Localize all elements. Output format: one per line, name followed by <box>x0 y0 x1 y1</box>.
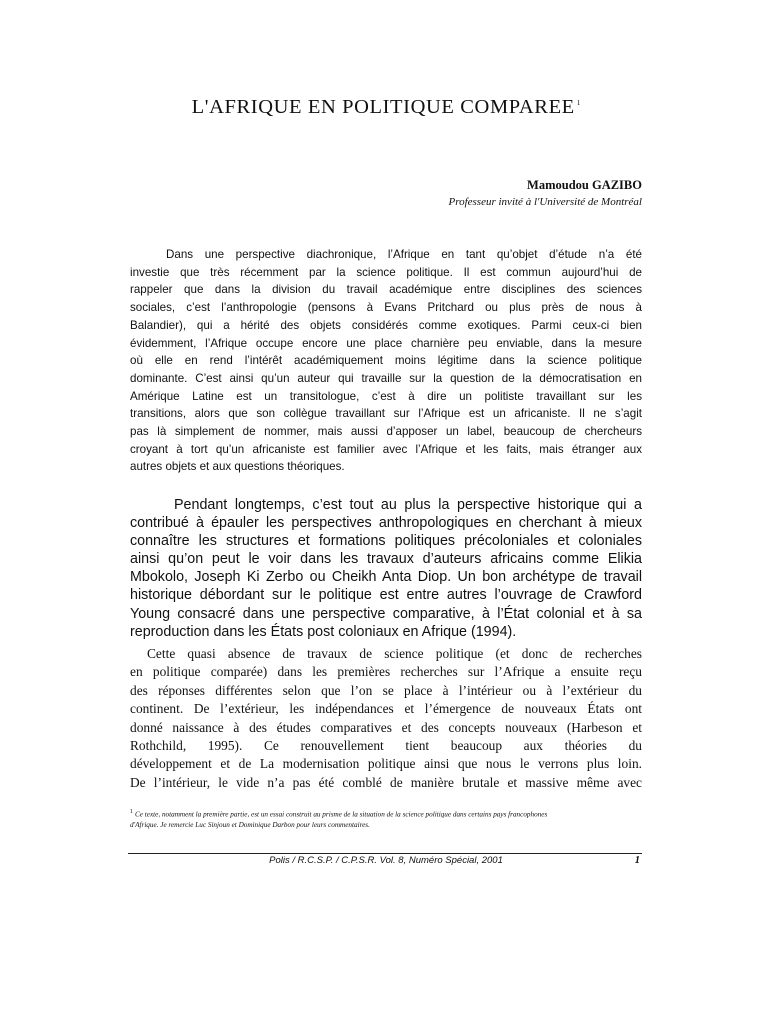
title-footnote-mark: 1 <box>576 99 581 108</box>
document-title <box>130 96 642 119</box>
text-line: des réponses différentes selon que l’on se place à l’intérieur ou à l’extérieur du <box>130 682 642 698</box>
title-text: L'AFRIQUE EN POLITIQUE COMPAREE <box>191 96 575 118</box>
text-line: Amérique Latine est un transitologue, c’est à dire un politiste travaillant sur les <box>130 389 642 403</box>
text-line: Dans une perspective diachronique, l’Afrique en tant qu’objet d’étude n’a été <box>166 248 642 261</box>
text-line: où elle en rend l’intérêt académiquement moins légitime dans la science politique <box>130 354 642 368</box>
text-line: Cette quasi absence de travaux de science politique (et donc de recherches <box>147 646 642 661</box>
text-line: en politique comparée) dans les premières recherches sur l’Afrique a ensuite reçu <box>130 664 642 680</box>
paragraph-1 <box>130 246 642 476</box>
page-footer <box>130 855 642 869</box>
text-line: investie que très récemment par la science politique. Il est commun aujourd’hui de <box>130 265 642 279</box>
text-line: Young consacré dans une perspective comparative, à l’État colonial et à sa <box>130 605 642 622</box>
author-name: Mamoudou GAZIBO <box>527 178 642 192</box>
footnote-text: Ce texte, notamment la première partie, est un essai construit au prisme de la situation de la science politique dans certains pays francophones <box>135 810 548 819</box>
text-line: ainsi qu’on peut le voir dans les travaux d’auteurs africains comme Elikia <box>130 551 642 568</box>
text-line: Rothchild, 1995). Ce renouvellement tient beaucoup aux théories du <box>130 738 642 754</box>
footer-rule <box>128 853 642 854</box>
text-line: transitions, alors que son collègue travaillant sur l’Afrique est un africaniste. Il ne s’agit <box>130 407 642 421</box>
text-line: De l’intérieur, le vide n’a pas été comblé de manière brutale et massive même avec <box>130 774 642 790</box>
text-line: Balandier), qui a hérité des objets considérés comme exotiques. Parmi ceux-ci bien <box>130 318 642 332</box>
text-line: développement et de La modernisation politique ainsi que nous le verrons plus loin. <box>130 756 642 772</box>
text-line: évidemment, l’Afrique occupe encore une place charnière peu enviable, dans la mesure <box>130 336 642 350</box>
text-line: Pendant longtemps, c’est tout au plus la perspective historique qui a <box>174 497 642 513</box>
paragraph-2 <box>130 496 642 641</box>
page-number: 1 <box>634 855 640 866</box>
text-line: dominante. C’est ainsi qu’un auteur qui travaille sur la question de la démocratisation en <box>130 371 642 385</box>
text-line: rappeler que dans la division du travail académique entre disciplines des sciences <box>130 283 642 297</box>
text-line: connaître les structures et formations politiques précoloniales et coloniales <box>130 533 642 550</box>
footnote <box>130 807 642 831</box>
journal-reference: Polis / R.C.S.P. / C.P.S.R. Vol. 8, Numéro Spécial, 2001 <box>269 855 503 866</box>
text-line: donné naissance à des études comparatives et des concepts nouveaux (Harbeson et <box>130 719 642 735</box>
text-line: Mbokolo, Joseph Ki Zerbo ou Cheikh Anta Diop. Un bon archétype de travail <box>130 569 642 586</box>
text-line: continent. De l’extérieur, les indépendances et l’émergence de nouveaux États ont <box>130 701 642 717</box>
footnote-mark: 1 <box>130 809 133 815</box>
text-line: autres objets et aux questions théoriques. <box>130 460 345 474</box>
paragraph-3 <box>130 645 642 792</box>
footnote-line <box>130 807 642 820</box>
footnote-line: d'Afrique. Je remercie Luc Sinjoun et Dominique Darbon pour leurs commentaires. <box>130 821 370 830</box>
text-line: croyant à tort qu’un africaniste est familier avec l’Afrique et les faits, mais étranger aux <box>130 442 642 456</box>
text-line: historique débordant sur le politique est entre autres l’ouvrage de Crawford <box>130 587 642 604</box>
text-line: contribué à épauler les perspectives anthropologiques en cherchant à mieux <box>130 515 642 532</box>
text-line: reproduction dans les États post coloniaux en Afrique (1994). <box>130 623 517 640</box>
text-line: sociales, c’est l’anthropologie (pensons à Evans Pritchard ou plus près de nous à <box>130 301 642 315</box>
text-line: pas là simplement de nommer, mais aussi d’apposer un label, beaucoup de chercheurs <box>130 425 642 439</box>
author-affiliation: Professeur invité à l'Université de Montréal <box>448 196 642 208</box>
